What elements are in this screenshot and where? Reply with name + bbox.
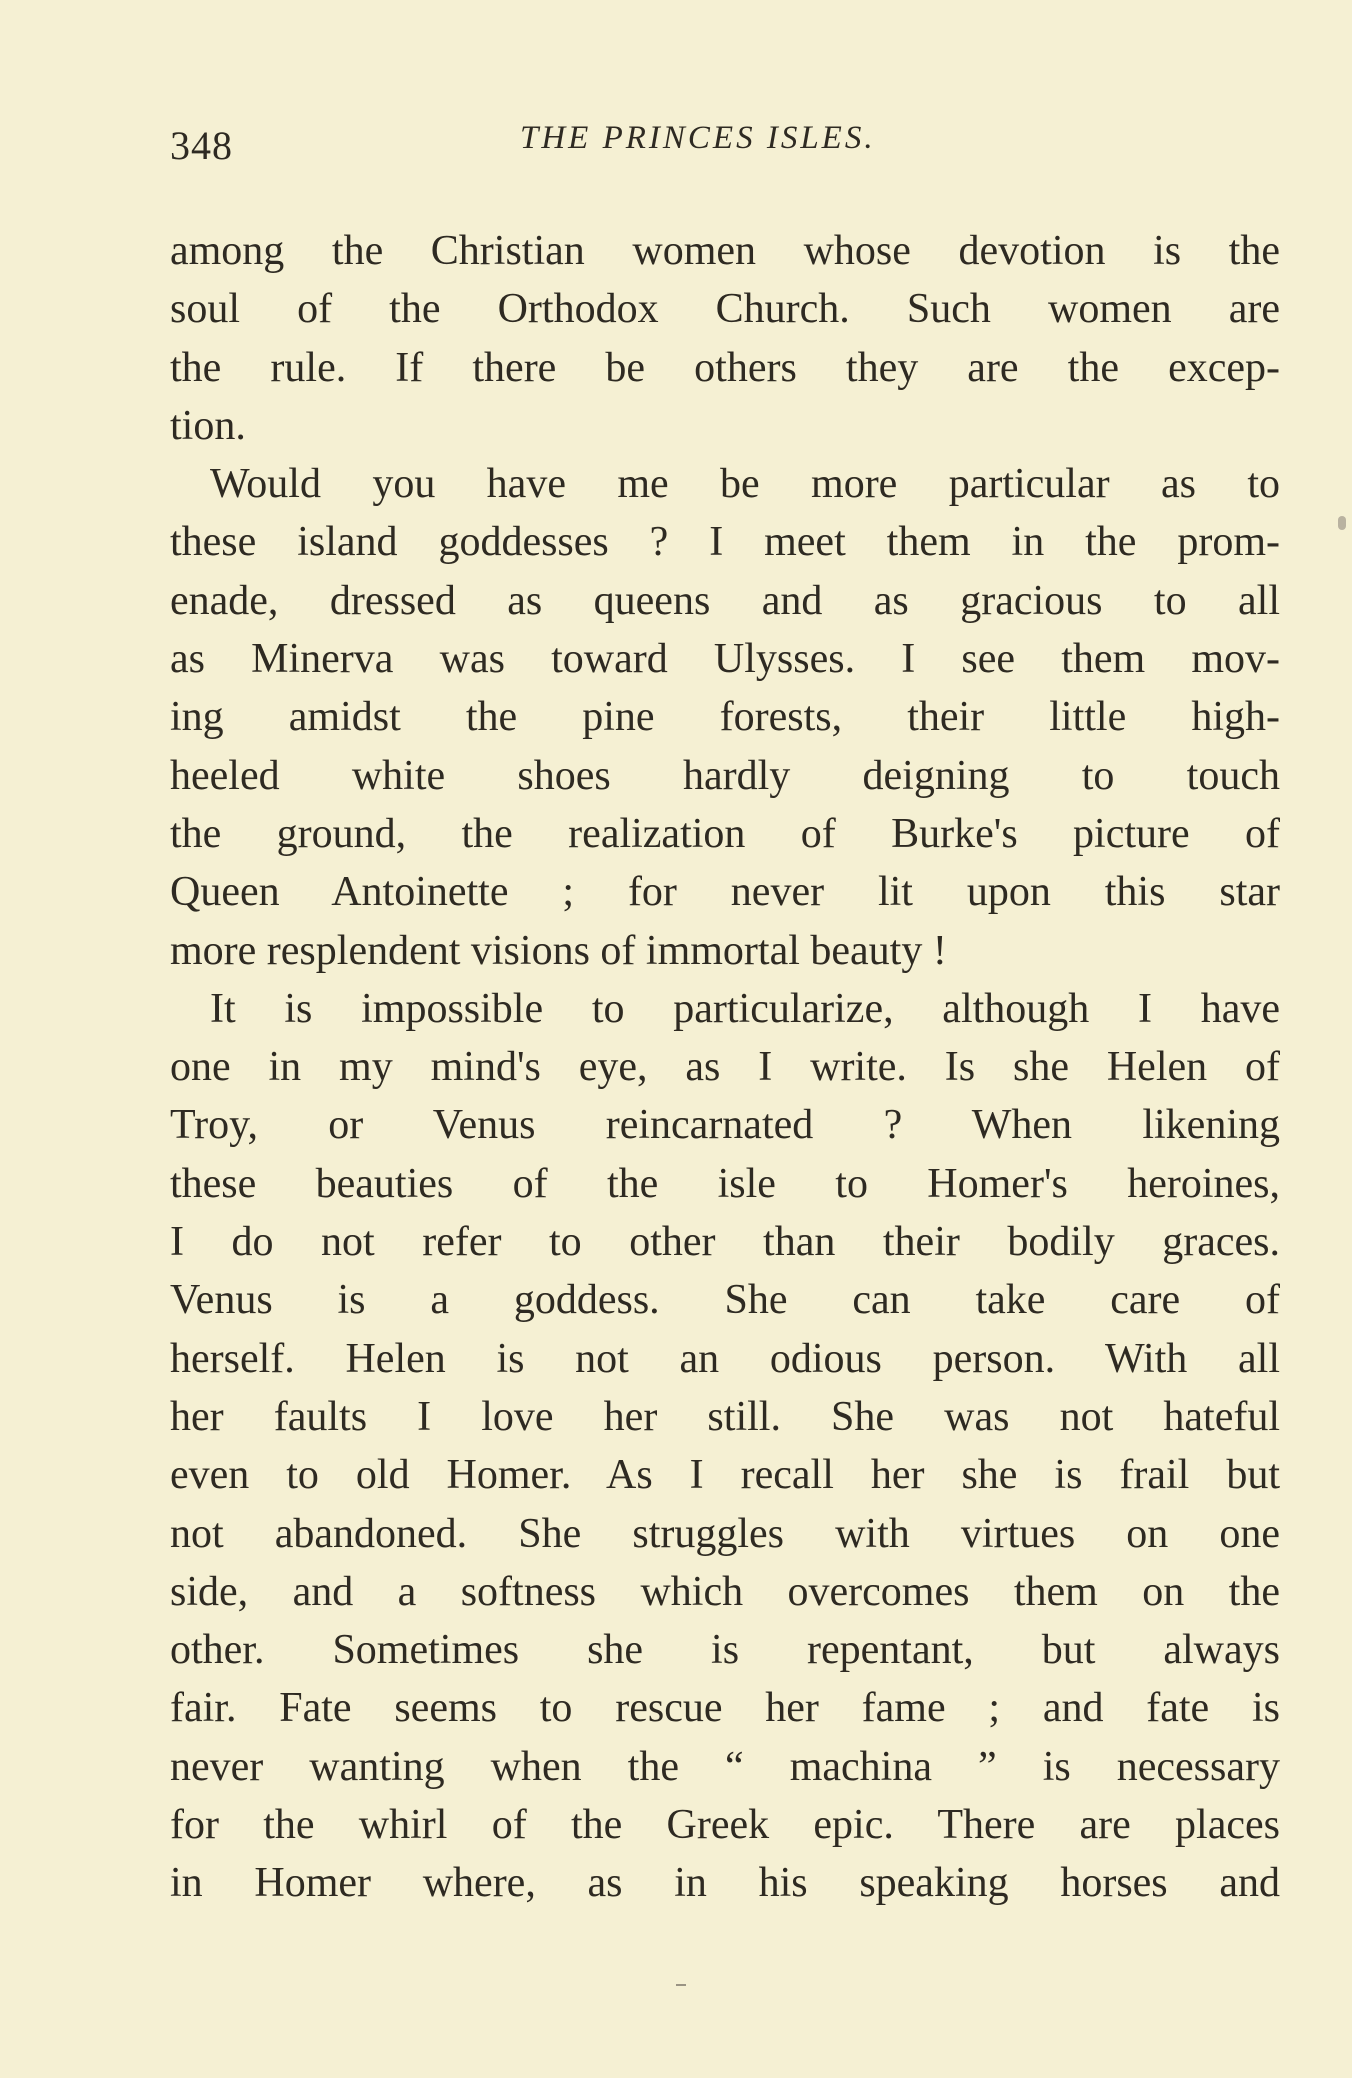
text-line: Queen Antoinette ; for never lit upon this star <box>170 869 1280 916</box>
body-text <box>170 222 1280 1913</box>
text-line: Would you have me be more particular as to <box>210 461 1280 508</box>
text-line: one in my mind's eye, as I write. Is she Helen of <box>170 1044 1280 1091</box>
text-line: these island goddesses ? I meet them in the prom- <box>170 519 1280 566</box>
text-line: not abandoned. She struggles with virtues on one <box>170 1510 1280 1557</box>
text-line: heeled white shoes hardly deigning to touch <box>170 752 1280 799</box>
text-line: even to old Homer. As I recall her she is frail but <box>170 1452 1280 1499</box>
page-header <box>170 112 1280 172</box>
text-line: tion. <box>170 402 246 449</box>
text-line: enade, dressed as queens and as gracious to all <box>170 577 1280 624</box>
text-line: the ground, the realization of Burke's picture of <box>170 810 1280 857</box>
text-line: never wanting when the “ machina ” is necessary <box>170 1743 1280 1790</box>
text-line: Troy, or Venus reincarnated ? When likening <box>170 1102 1280 1149</box>
running-head: THE PRINCES ISLES. <box>520 120 876 156</box>
text-line: soul of the Orthodox Church. Such women are <box>170 286 1280 333</box>
page-number: 348 <box>170 123 233 168</box>
text-line: ing amidst the pine forests, their little high- <box>170 694 1280 741</box>
text-line: as Minerva was toward Ulysses. I see them mov- <box>170 636 1280 683</box>
text-line: fair. Fate seems to rescue her fame ; and fate is <box>170 1685 1280 1732</box>
text-line: side, and a softness which overcomes them on the <box>170 1568 1280 1615</box>
text-line: I do not refer to other than their bodily graces. <box>170 1219 1280 1266</box>
text-line: other. Sometimes she is repentant, but always <box>170 1627 1280 1674</box>
paper-speck <box>1338 516 1346 530</box>
text-line: Venus is a goddess. She can take care of <box>170 1277 1280 1324</box>
text-line: herself. Helen is not an odious person. With all <box>170 1335 1280 1382</box>
text-line: the rule. If there be others they are the excep- <box>170 344 1280 391</box>
text-line: among the Christian women whose devotion is the <box>170 228 1280 274</box>
text-line: these beauties of the isle to Homer's heroines, <box>170 1160 1280 1207</box>
text-line: in Homer where, as in his speaking horses and <box>170 1860 1280 1907</box>
text-line: It is impossible to particularize, although I have <box>210 985 1280 1032</box>
text-line: more resplendent visions of immortal beauty ! <box>170 927 947 974</box>
text-line: for the whirl of the Greek epic. There are places <box>170 1802 1280 1849</box>
paper-mark <box>676 1984 686 1986</box>
text-line: her faults I love her still. She was not hateful <box>170 1393 1280 1440</box>
